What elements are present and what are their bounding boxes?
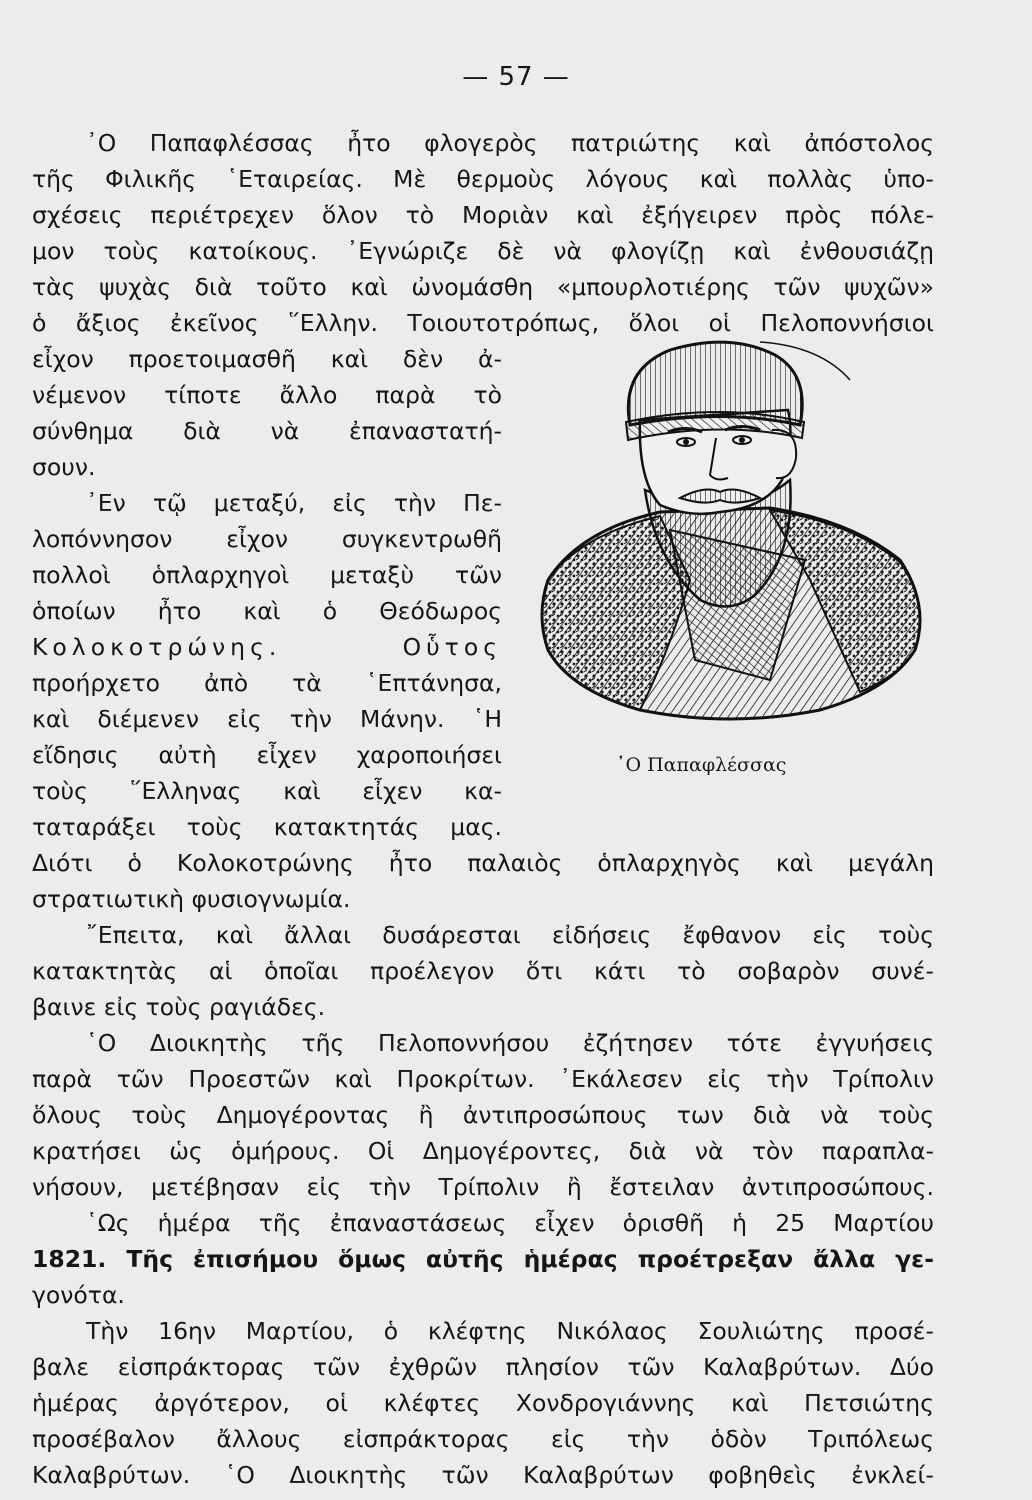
text-line: νήσουν, μετέβησαν εἰς τὴν Τρίπολιν ἢ ἔστειλαν ἀντιπροσώπους. [32,1173,934,1201]
text-line: τοὺς ῞Ελληνας καὶ εἶχεν κα- [32,777,502,805]
text-line: τῆς Φιλικῆς ῾Εταιρείας. Μὲ θερμοὺς λόγους καὶ πολλὰς ὑπο- [32,165,934,193]
text-line: Τὴν 16ην Μαρτίου, ὁ κλέφτης Νικόλαος Σουλιώτης προσέ- [86,1317,934,1345]
text-line: βαλε εἰσπράκτορας τῶν ἐχθρῶν πλησίον τῶν Καλαβρύτων. Δύο [32,1353,934,1381]
text-line: ᾽Ο Παπαφλέσσας ἦτο φλογερὸς πατριώτης καὶ ἀπόστολος [86,129,934,157]
text-line: προσέβαλον ἄλλους εἰσπράκτορας εἰς τὴν ὁδὸν Τριπόλεως [32,1425,934,1453]
text-line: γονότα. [32,1281,125,1309]
text-line: ἡμέρας ἀργότερον, οἱ κλέφτες Χονδρογιάννης καὶ Πετσιώτης [32,1389,934,1417]
image-caption: ᾽Ο Παπαφλέσσας [616,754,787,776]
text-line: ῎Επειτα, καὶ ἄλλαι δυσάρεσται εἰδήσεις ἔφθανον εἰς τοὺς [86,921,934,949]
text-line: Κολοκοτρώνης. Οὗτος [32,633,502,661]
text-line: ὁ ἄξιος ἐκεῖνος ῞Ελλην. Τοιουτοτρόπως, ὅλοι οἱ Πελοποννήσιοι [32,309,934,337]
text-line: ῾Ο Διοικητὴς τῆς Πελοποννήσου ἐζήτησεν τότε ἐγγυήσεις [86,1029,934,1057]
text-line: εἶχον προετοιμασθῆ καὶ δὲν ἀ- [32,345,502,373]
text-line: ὁποίων ἦτο καὶ ὁ Θεόδωρος [32,597,502,625]
text-line: κατακτητὰς αἱ ὁποῖαι προέλεγον ὅτι κάτι τὸ σοβαρὸν συνέ- [32,957,934,985]
text-line: μον τοὺς κατοίκους. ᾽Εγνώριζε δὲ νὰ φλογίζῃ καὶ ἐνθουσιάζῃ [32,237,934,265]
text-line: 1821. Τῆς ἐπισήμου ὅμως αὐτῆς ἡμέρας προέτρεξαν ἄλλα γε- [32,1245,934,1273]
text-line: σύνθημα διὰ νὰ ἐπαναστατή- [32,417,502,445]
text-line: καὶ διέμενεν εἰς τὴν Μάνην. ῾Η [32,705,502,733]
text-line: κρατήσει ὡς ὁμήρους. Οἱ Δημογέροντες, διὰ νὰ τὸν παραπλα- [32,1137,934,1165]
text-line: παρὰ τῶν Προεστῶν καὶ Προκρίτων. ᾽Εκάλεσεν εἰς τὴν Τρίπολιν [32,1065,934,1093]
text-line: σχέσεις περιέτρεχεν ὅλον τὸ Μοριὰν καὶ ἐξήγειρεν πρὸς πόλε- [32,201,934,229]
text-line: πολλοὶ ὁπλαρχηγοὶ μεταξὺ τῶν [32,561,502,589]
text-line: εἴδησις αὐτὴ εἶχεν χαροποιήσει [32,741,502,769]
portrait-illustration [520,330,940,750]
text-line: ῾Ως ἡμέρα τῆς ἐπαναστάσεως εἶχεν ὁρισθῆ ἡ 25 Μαρτίου [86,1209,934,1237]
text-line: Διότι ὁ Κολοκοτρώνης ἦτο παλαιὸς ὁπλαρχηγὸς καὶ μεγάλη [32,849,934,877]
text-line: ὅλους τοὺς Δημογέροντας ἢ ἀντιπροσώπους των διὰ νὰ τοὺς [32,1101,934,1129]
text-line: λοπόννησον εἶχον συγκεντρωθῆ [32,525,502,553]
text-line: βαινε εἰς τοὺς ραγιάδες. [32,993,326,1021]
text-line: στρατιωτικὴ φυσιογνωμία. [32,885,351,913]
ear-shape [772,430,796,478]
text-line: σουν. [32,453,96,481]
text-line: ταταράξει τοὺς κατακτητάς μας. [32,813,502,841]
text-line: νέμενον τίποτε ἄλλο παρὰ τὸ [32,381,502,409]
text-line: προήρχετο ἀπὸ τὰ ῾Επτάνησα, [32,669,502,697]
text-line: ᾽Εν τῷ μεταξύ, εἰς τὴν Πε- [86,489,502,517]
text-line: τὰς ψυχὰς διὰ τοῦτο καὶ ὠνομάσθη «μπουρλοτιέρης τῶν ψυχῶν» [32,273,934,301]
text-line: Καλαβρύτων. ῾Ο Διοικητὴς τῶν Καλαβρύτων φοβηθεὶς ἐνκλεί- [32,1461,934,1489]
page-number: — 57 — [462,62,570,92]
